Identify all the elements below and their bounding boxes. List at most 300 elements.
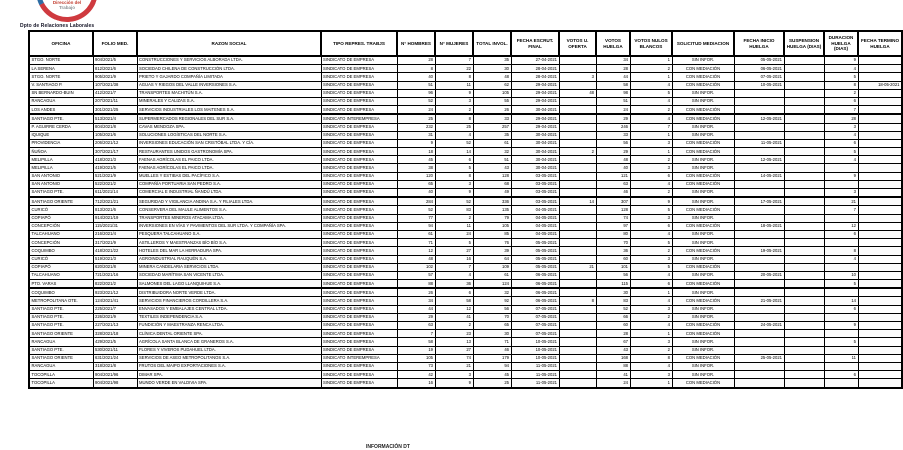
table-cell: SINDICATO DE EMPRESA <box>321 65 397 73</box>
table-cell: COPIAPÓ <box>29 214 93 222</box>
table-cell <box>559 139 596 147</box>
table-cell: SANTIAGO PTE. <box>29 346 93 354</box>
table-cell: 24-05-2021 <box>734 322 784 330</box>
table-cell: SIN INFOR. <box>672 214 734 222</box>
table-cell: SANTIAGO PTE. <box>29 322 93 330</box>
table-cell: PRIETO Y GAJARDO COMPAÑÍA LIMITADA <box>137 73 321 81</box>
table-cell: 9 <box>824 322 858 330</box>
table-cell: IQUIQUE <box>29 131 93 139</box>
strikes-table-header <box>29 31 902 56</box>
table-cell: 62 <box>473 81 511 89</box>
table-row <box>29 164 902 172</box>
table-cell: 9 <box>435 379 473 388</box>
table-cell: SINDICATO DE EMPRESA <box>321 280 397 289</box>
footer-note: INFORMACIÓN DT <box>366 444 410 450</box>
dt-logo-text <box>36 0 98 10</box>
table-cell: 25 <box>397 114 435 123</box>
table-cell: 24 <box>397 106 435 115</box>
table-row <box>29 139 902 147</box>
table-cell: 32 <box>473 148 511 156</box>
table-cell: 6 <box>824 139 858 147</box>
table-cell: 29 <box>596 114 630 123</box>
table-cell: DISTRIBUIDORA NORTE VERDE LTDA. <box>137 288 321 297</box>
table-cell <box>559 346 596 354</box>
table-cell: 522/2021/2 <box>93 180 137 188</box>
table-cell: 631/2021/24 <box>93 354 137 362</box>
table-cell: 52 <box>397 206 435 214</box>
table-cell: SINDICATO DE EMPRESA <box>321 297 397 305</box>
table-cell: 20-05-2021 <box>734 271 784 279</box>
table-cell <box>559 189 596 198</box>
table-cell: 33 <box>596 131 630 139</box>
table-cell: 301/2021/25 <box>93 106 137 115</box>
column-header-15: DURACION HUELGA (DIAS) <box>824 31 858 56</box>
table-cell: SINDICATO DE EMPRESA <box>321 322 397 330</box>
table-cell: 48 <box>397 255 435 263</box>
table-cell <box>858 239 902 247</box>
table-cell <box>734 164 784 172</box>
table-cell: SIN INFOR. <box>672 197 734 206</box>
table-cell <box>824 288 858 297</box>
table-cell <box>858 362 902 370</box>
table-row <box>29 189 902 198</box>
table-cell: 418/2021/3 <box>93 156 137 164</box>
table-cell: SINDICATO DE EMPRESA <box>321 206 397 214</box>
table-cell: 8 <box>559 297 596 305</box>
table-row <box>29 379 902 388</box>
table-cell: 17-05-2021 <box>734 197 784 206</box>
table-cell: 05-05-2021 <box>511 263 559 271</box>
table-cell: RANCAGUA <box>29 97 93 105</box>
table-cell <box>784 280 824 289</box>
table-cell <box>734 263 784 271</box>
table-cell: COQUIMBO <box>29 247 93 255</box>
table-cell <box>784 139 824 147</box>
table-cell: 10-05-2021 <box>511 338 559 346</box>
table-cell: 3 <box>435 97 473 105</box>
table-cell <box>784 131 824 139</box>
table-cell <box>559 239 596 247</box>
table-cell: 70 <box>473 313 511 321</box>
table-cell: 225/2021/7 <box>93 305 137 313</box>
table-cell: STGO. NORTE <box>29 56 93 65</box>
table-cell: FAENAS AGRÍCOLAS EL PAICO LTDA. <box>137 164 321 172</box>
table-cell: FRUTOS DEL MAIPO EXPORTACIONES S.A. <box>137 362 321 370</box>
table-cell: 92 <box>473 297 511 305</box>
table-cell <box>858 139 902 147</box>
table-row <box>29 197 902 206</box>
table-cell: TALCAHUANO <box>29 271 93 279</box>
table-cell: 712/2021/21 <box>93 197 137 206</box>
table-cell <box>858 322 902 330</box>
table-cell: 35 <box>473 56 511 65</box>
table-cell <box>858 288 902 297</box>
table-cell: 412/2021/7 <box>93 89 137 97</box>
table-cell: 07-05-2021 <box>734 73 784 81</box>
table-cell: SINDICATO DE EMPRESA <box>321 313 397 321</box>
table-cell <box>734 362 784 370</box>
table-cell: SANTIAGO ORIENTE <box>29 197 93 206</box>
column-header-10: VOTOS HUELGA <box>596 31 630 56</box>
table-cell: 1 <box>630 379 672 388</box>
table-cell: SINDICATO DE EMPRESA <box>321 164 397 172</box>
table-cell <box>784 322 824 330</box>
table-cell: SINDICATO DE EMPRESA <box>321 214 397 222</box>
table-cell <box>824 313 858 321</box>
table-cell: SINDICATO DE EMPRESA <box>321 338 397 346</box>
table-cell: 105 <box>473 222 511 230</box>
table-cell: TRANSPORTES MINEROS ATACAMA LTDA. <box>137 214 321 222</box>
table-row <box>29 322 902 330</box>
table-cell: 42 <box>397 371 435 379</box>
table-cell <box>559 330 596 338</box>
table-cell <box>559 313 596 321</box>
table-cell: 2 <box>630 156 672 164</box>
table-cell <box>784 255 824 263</box>
table-cell: 52 <box>397 97 435 105</box>
table-cell: CON MEDIACIÓN <box>672 106 734 115</box>
table-cell: 30 <box>473 330 511 338</box>
table-cell: 124 <box>473 280 511 289</box>
table-cell: COQUIMBO <box>29 288 93 297</box>
table-cell: 10-05-2021 <box>511 346 559 354</box>
table-cell: CON MEDIACIÓN <box>672 81 734 89</box>
table-cell: 226/2021/9 <box>93 313 137 321</box>
header-row <box>29 31 902 56</box>
table-cell <box>784 379 824 388</box>
table-cell: SAN ANTONIO <box>29 172 93 180</box>
table-cell: 88 <box>596 362 630 370</box>
table-cell: 74 <box>435 354 473 362</box>
table-cell: 101 <box>596 263 630 271</box>
table-cell: 12 <box>435 305 473 313</box>
table-cell: 7 <box>824 206 858 214</box>
table-cell <box>784 263 824 271</box>
table-cell: 61 <box>473 271 511 279</box>
table-cell: CURICÓ <box>29 206 93 214</box>
table-cell: SINDICATO DE EMPRESA <box>321 239 397 247</box>
table-cell: 40 <box>596 164 630 172</box>
table-cell: 43 <box>473 164 511 172</box>
table-cell <box>858 73 902 81</box>
table-cell <box>734 131 784 139</box>
column-header-11: VOTOS NULOS BLANCOS <box>630 31 672 56</box>
table-cell: SIN INFOR. <box>672 362 734 370</box>
table-cell: 7 <box>435 56 473 65</box>
table-cell: 5 <box>435 164 473 172</box>
table-cell: FUNDICIÓN Y MAESTRANZA RENCA LTDA. <box>137 322 321 330</box>
table-cell <box>784 164 824 172</box>
table-cell: CLÍNICA DENTAL ORIENTE SPA. <box>137 330 321 338</box>
table-cell <box>824 362 858 370</box>
table-cell <box>734 189 784 198</box>
table-cell: SINDICATO DE EMPRESA <box>321 263 397 271</box>
table-cell: 03-05-2021 <box>511 197 559 206</box>
table-cell: 28 <box>824 114 858 123</box>
table-cell: 6 <box>630 280 672 289</box>
table-cell: SIN INFOR. <box>672 230 734 238</box>
strikes-table <box>28 30 903 389</box>
table-cell: 5 <box>435 239 473 247</box>
column-header-16: FECHA TERMINO HUELGA <box>858 31 902 56</box>
table-cell: 04-05-2021 <box>511 222 559 230</box>
table-cell: 51 <box>596 97 630 105</box>
table-cell: SINDICATO DE EMPRESA <box>321 148 397 156</box>
table-cell: SIN INFOR. <box>672 239 734 247</box>
table-cell: 2 <box>630 346 672 354</box>
table-cell: 7 <box>630 123 672 131</box>
table-cell <box>784 73 824 81</box>
table-cell: DIMAR SPA. <box>137 371 321 379</box>
table-cell <box>858 148 902 156</box>
table-cell <box>784 354 824 362</box>
table-cell: SN BERNARDO-BUIN <box>29 89 93 97</box>
table-row <box>29 271 902 279</box>
table-cell: CON MEDIACIÓN <box>672 222 734 230</box>
table-cell: TEXTILES INDEPENDENCIA S.A. <box>137 313 321 321</box>
table-cell: 9 <box>630 197 672 206</box>
table-row <box>29 297 902 305</box>
table-cell: PTO. VARAS <box>29 280 93 289</box>
table-cell: 9 <box>397 139 435 147</box>
table-cell: 107/2021/38 <box>93 81 137 89</box>
table-cell: HOTELES DEL MAR LA HERRADURA SPA. <box>137 247 321 255</box>
table-cell <box>559 56 596 65</box>
table-cell: 14 <box>435 148 473 156</box>
table-cell: FLORES Y VIVEROS PUDAHUEL LTDA. <box>137 346 321 354</box>
table-cell: 328/2021/18 <box>93 330 137 338</box>
table-cell <box>559 206 596 214</box>
table-cell <box>858 263 902 271</box>
table-cell <box>559 288 596 297</box>
table-cell: 97 <box>596 222 630 230</box>
table-cell: SIN INFOR. <box>672 346 734 354</box>
table-cell: CON MEDIACIÓN <box>672 65 734 73</box>
table-cell <box>858 172 902 180</box>
table-cell: 3 <box>824 189 858 198</box>
table-cell: 36 <box>435 280 473 289</box>
table-cell: 2 <box>559 148 596 156</box>
column-header-13: FECHA INICIO HUELGA <box>734 31 784 56</box>
table-cell: 57 <box>397 271 435 279</box>
table-cell: 914/2021/19 <box>93 214 137 222</box>
table-cell: 44 <box>596 73 630 81</box>
table-cell: 11-05-2021 <box>511 379 559 388</box>
table-cell: 3 <box>559 73 596 81</box>
table-cell: 284 <box>397 197 435 206</box>
table-cell <box>734 255 784 263</box>
table-cell: 80 <box>596 230 630 238</box>
table-cell: COPIAPÓ <box>29 263 93 271</box>
table-cell: 318/2021/8 <box>93 362 137 370</box>
table-cell <box>734 346 784 354</box>
table-cell: 8 <box>630 354 672 362</box>
table-cell: 03-05-2021 <box>511 189 559 198</box>
table-row <box>29 346 902 354</box>
table-cell: 419/2021/5 <box>93 164 137 172</box>
table-cell: STGO. NORTE <box>29 73 93 81</box>
table-cell: 14-05-2021 <box>734 172 784 180</box>
table-cell: SINDICATO DE EMPRESA <box>321 106 397 115</box>
table-cell <box>858 379 902 388</box>
table-cell: 49 <box>473 189 511 198</box>
table-row <box>29 222 902 230</box>
table-cell: 4 <box>824 131 858 139</box>
table-cell: CURICÓ <box>29 255 93 263</box>
table-cell: SINDICATO DE EMPRESA <box>321 97 397 105</box>
table-cell <box>784 305 824 313</box>
table-cell: 2 <box>824 89 858 97</box>
table-cell: 48 <box>473 73 511 81</box>
table-cell: 71 <box>397 239 435 247</box>
table-cell: 03-05-2021 <box>511 180 559 188</box>
table-cell: 109 <box>473 263 511 271</box>
table-cell: 115/2021/31 <box>93 222 137 230</box>
table-cell: CON MEDIACIÓN <box>672 280 734 289</box>
table-cell: 60 <box>596 322 630 330</box>
table-cell: 16 <box>435 255 473 263</box>
table-cell: 07-05-2021 <box>511 313 559 321</box>
table-cell: 85 <box>473 230 511 238</box>
column-header-5: N° HOMBRES <box>397 31 435 56</box>
table-cell: 8 <box>824 81 858 89</box>
table-cell: 3 <box>630 139 672 147</box>
table-cell: 4 <box>435 271 473 279</box>
table-cell: 12-05-2021 <box>734 156 784 164</box>
table-cell <box>858 338 902 346</box>
table-cell: SINDICATO DE EMPRESA <box>321 305 397 313</box>
table-cell: SERVICIOS DE ASEO METROPOLITANOS S.A. <box>137 354 321 362</box>
table-cell: 6 <box>824 371 858 379</box>
table-cell: RANCAGUA <box>29 362 93 370</box>
table-cell: 04-05-2021 <box>511 230 559 238</box>
table-cell: 5 <box>630 263 672 271</box>
table-cell: 6 <box>824 305 858 313</box>
table-cell <box>734 288 784 297</box>
table-cell: 61 <box>397 230 435 238</box>
table-cell: 29-04-2021 <box>511 97 559 105</box>
page-title: Dpto de Relaciones Laborales <box>20 23 95 29</box>
table-cell: 4 <box>630 230 672 238</box>
table-cell: 1 <box>630 330 672 338</box>
table-cell: 22 <box>435 65 473 73</box>
table-cell: 11 <box>435 222 473 230</box>
table-cell: 58 <box>435 297 473 305</box>
table-cell: SIN INFOR. <box>672 56 734 65</box>
table-cell: 06-05-2021 <box>734 65 784 73</box>
table-cell: 105 <box>397 354 435 362</box>
table-cell <box>734 180 784 188</box>
table-cell: SINDICATO DE EMPRESA <box>321 222 397 230</box>
table-cell <box>784 106 824 115</box>
table-cell: PROVIDENCIA <box>29 139 93 147</box>
table-cell <box>734 230 784 238</box>
table-cell: 530/2021/11 <box>93 346 137 354</box>
table-cell <box>559 81 596 89</box>
table-cell: 307/2021/17 <box>93 148 137 156</box>
table-cell <box>559 362 596 370</box>
table-cell <box>858 189 902 198</box>
table-cell: 11-05-2021 <box>734 139 784 147</box>
table-cell: 207/2021/11 <box>93 97 137 105</box>
table-cell: 51 <box>397 81 435 89</box>
table-cell: SANTIAGO ORIENTE <box>29 354 93 362</box>
table-cell: 70 <box>596 239 630 247</box>
table-cell: 04-05-2021 <box>511 214 559 222</box>
table-cell: CON MEDIACIÓN <box>672 180 734 188</box>
table-cell <box>858 247 902 255</box>
table-cell: 06-05-2021 <box>511 288 559 297</box>
table-cell: SIN INFOR. <box>672 255 734 263</box>
table-cell: 5 <box>824 148 858 156</box>
table-row <box>29 288 902 297</box>
table-cell: 1 <box>630 131 672 139</box>
table-cell: 28-04-2021 <box>511 73 559 81</box>
table-cell: 05-05-2021 <box>511 255 559 263</box>
table-cell: SINDICATO DE EMPRESA <box>321 271 397 279</box>
column-header-1: OFICINA <box>29 31 93 56</box>
table-cell: 3 <box>435 371 473 379</box>
table-row <box>29 65 902 73</box>
table-cell: 4 <box>824 65 858 73</box>
table-cell: CON MEDIACIÓN <box>672 247 734 255</box>
table-cell <box>734 338 784 346</box>
table-row <box>29 114 902 123</box>
table-cell: 30-04-2021 <box>511 148 559 156</box>
table-cell: 55 <box>473 97 511 105</box>
table-cell: 3 <box>630 255 672 263</box>
table-cell: CONCEPCIÓN <box>29 239 93 247</box>
table-cell: 813/2021/6 <box>93 206 137 214</box>
table-cell <box>559 222 596 230</box>
table-cell: 21 <box>824 197 858 206</box>
table-cell: MELIPILLA <box>29 156 93 164</box>
table-cell: 96 <box>397 89 435 97</box>
table-row <box>29 313 902 321</box>
table-cell <box>784 172 824 180</box>
table-cell: 28-04-2021 <box>511 65 559 73</box>
table-row <box>29 156 902 164</box>
table-cell: 307 <box>596 197 630 206</box>
table-cell: 227/2021/13 <box>93 322 137 330</box>
table-cell: SINDICATO DE EMPRESA <box>321 230 397 238</box>
table-cell: 27 <box>435 247 473 255</box>
table-cell: SIN INFOR. <box>672 189 734 198</box>
table-cell: CONSERVERA DEL MAULE ALIMENTOS S.A. <box>137 206 321 214</box>
table-cell <box>858 131 902 139</box>
table-cell: 24 <box>596 106 630 115</box>
table-cell: SIN INFOR. <box>672 371 734 379</box>
table-cell: 27-04-2021 <box>511 56 559 65</box>
table-cell: 27 <box>435 346 473 354</box>
table-cell <box>858 97 902 105</box>
table-cell: SIN INFOR. <box>672 271 734 279</box>
table-cell: ASTILLEROS Y MAESTRANZAS BÍO BÍO S.A. <box>137 239 321 247</box>
table-row <box>29 206 902 214</box>
table-cell: SINDICATO DE EMPRESA <box>321 131 397 139</box>
table-cell: CON MEDIACIÓN <box>672 172 734 180</box>
table-cell: 46 <box>596 189 630 198</box>
table-cell <box>784 189 824 198</box>
table-cell: 35 <box>473 131 511 139</box>
table-cell: SERVICIOS INDUSTRIALES LOS MAITENES S.A. <box>137 106 321 115</box>
table-cell: 9 <box>824 172 858 180</box>
table-cell: 5 <box>824 73 858 81</box>
table-cell <box>784 247 824 255</box>
table-cell: 128 <box>473 172 511 180</box>
table-cell: 41 <box>435 313 473 321</box>
table-cell: PESQUERA TALCAHUANO S.A. <box>137 230 321 238</box>
